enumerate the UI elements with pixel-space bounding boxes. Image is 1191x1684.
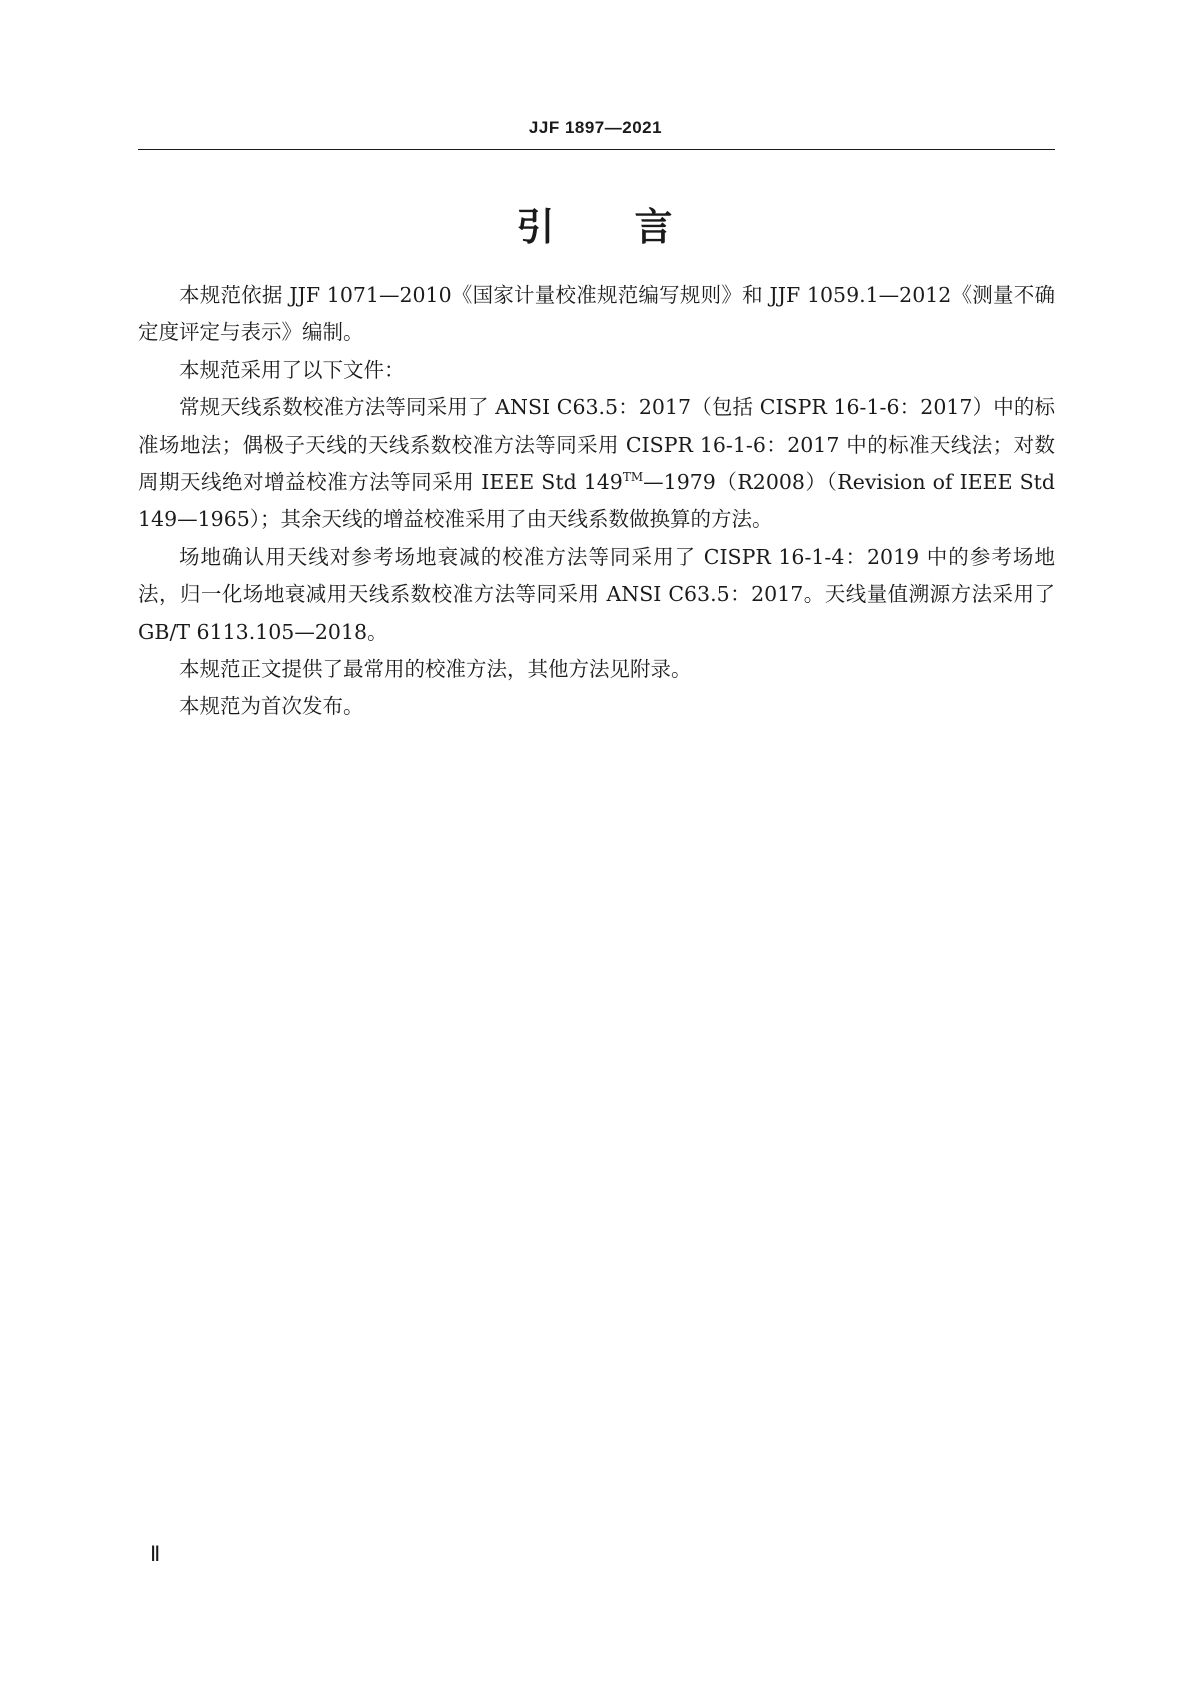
page-title — [0, 196, 1191, 251]
paragraph-first-release: 本规范为首次发布。 — [179, 694, 364, 719]
page-number: Ⅱ — [150, 1542, 161, 1566]
paragraph-site-validation: 场地确认用天线对参考场地衰减的校准方法等同采用了 CISPR 16-1-4：2019 中的参考场地法，归一化场地衰减用天线系数校准方法等同采用 ANSI C63.5：2017。天线量值溯源方法采用了 GB/T 6113.105—2018。 — [138, 544, 1055, 644]
page-title-char-2: 言 — [634, 205, 675, 249]
paragraph-antenna-methods-part-1: 常规天线系数校准方法等同采用了 ANSI C63.5：2017（包括 CISPR 16-1-6：2017）中的标准场地法；偶极子天线的天线系数校准方法等同采用 CISPR 16-1-6：2017 中的标准天线法；对数周期天线绝对增益校准方法等同采用 IEEE Std 149 — [138, 395, 1055, 495]
introduction-body — [138, 277, 1055, 726]
paragraph-adopted-docs: 本规范采用了以下文件： — [179, 357, 405, 382]
page-title-char-1: 引 — [516, 205, 557, 249]
paragraph-antenna-methods-part-2: —1979（R2008）（Revision of IEEE Std 149—1965）；其余天线的增益校准采用了由天线系数做换算的方法。 — [138, 470, 1055, 532]
trademark-superscript: TM — [622, 470, 644, 485]
paragraph-main-methods: 本规范正文提供了最常用的校准方法，其他方法见附录。 — [179, 657, 692, 682]
document-code-header: JJF 1897—2021 — [528, 118, 663, 137]
paragraph-basis: 本规范依据 JJF 1071—2010《国家计量校准规范编写规则》和 JJF 1059.1—2012《测量不确定度评定与表示》编制。 — [138, 283, 1055, 345]
header-divider — [138, 149, 1055, 150]
paragraph-antenna-methods — [138, 389, 1055, 539]
